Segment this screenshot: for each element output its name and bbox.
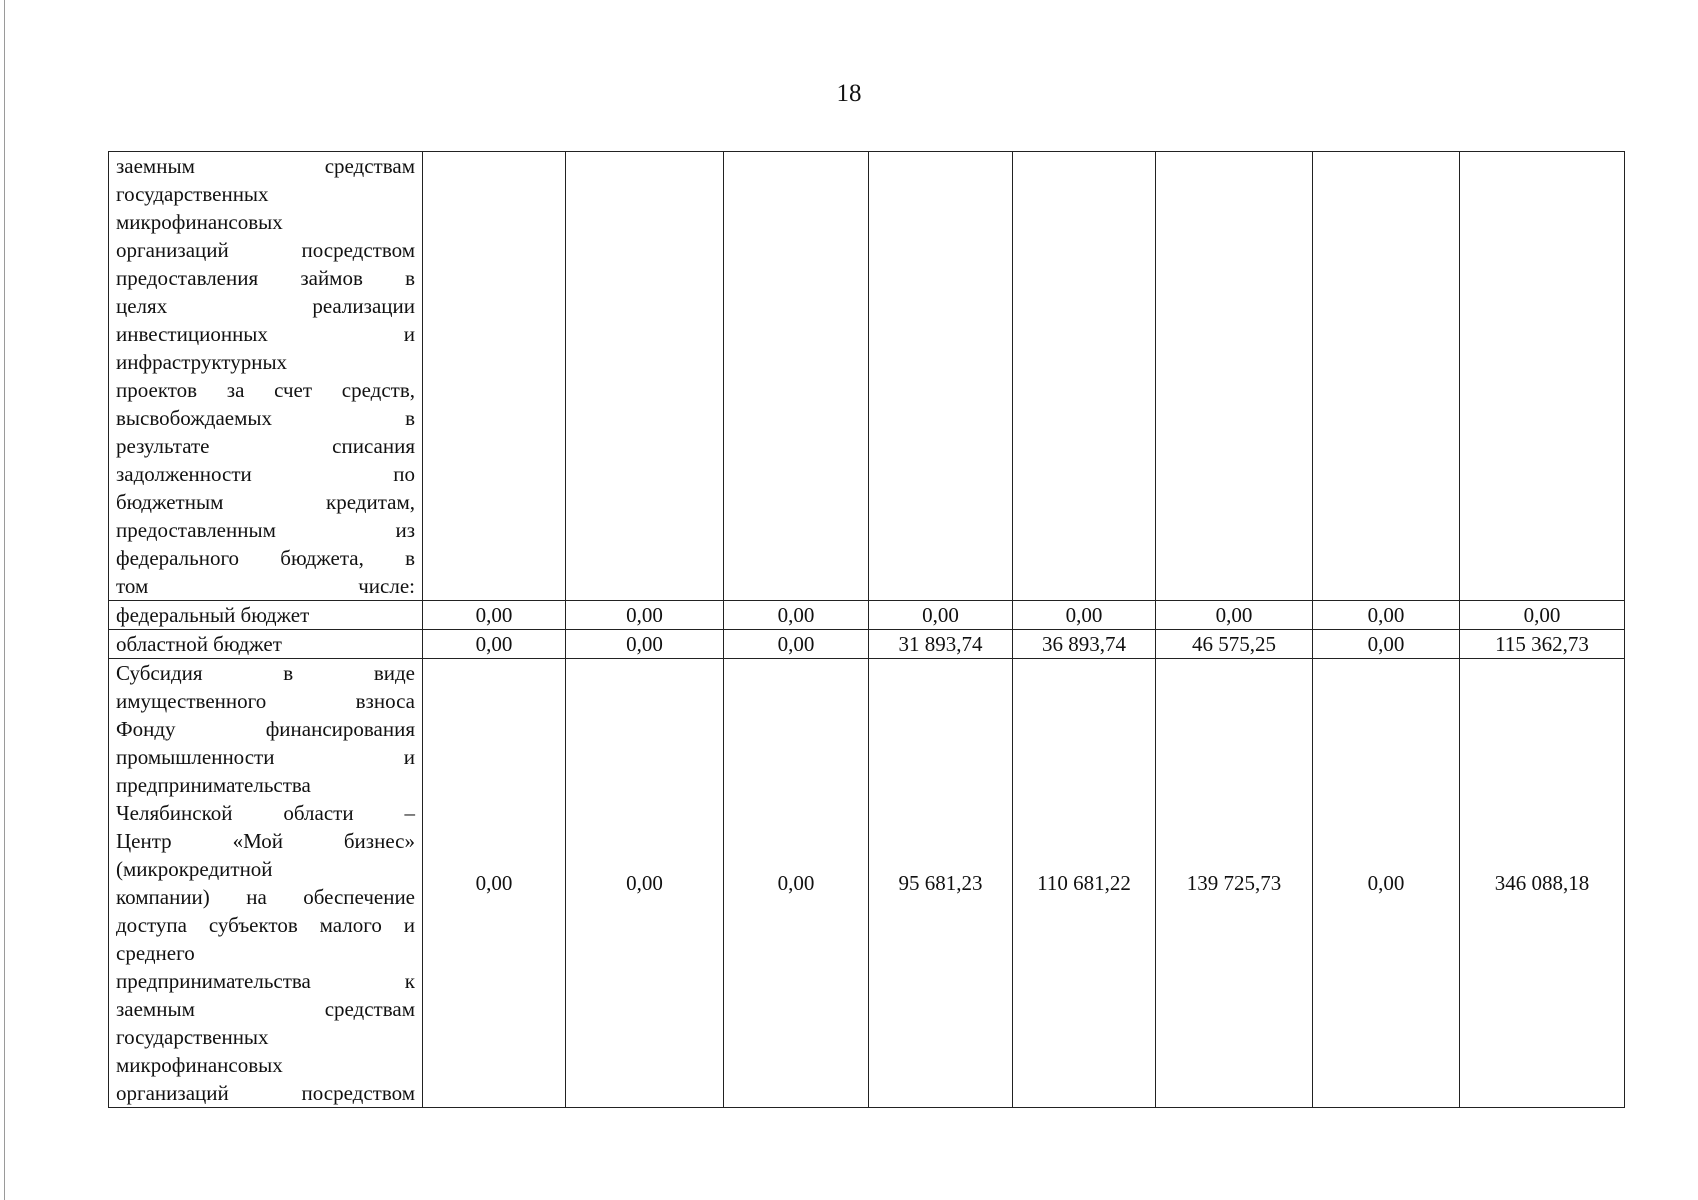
row-label-line: Фонду финансирования	[116, 717, 415, 741]
value-cell-col-1: 0,00	[423, 601, 566, 630]
value-cell-col-2	[566, 152, 724, 601]
value-cell-col-2: 0,00	[566, 659, 724, 1108]
table-row	[109, 659, 1625, 1108]
row-label-cell	[109, 630, 423, 659]
value-cell-col-4: 0,00	[869, 601, 1013, 630]
value-cell-col-2: 0,00	[566, 630, 724, 659]
value-cell-col-6: 46 575,25	[1156, 630, 1313, 659]
value-cell-col-8: 115 362,73	[1460, 630, 1625, 659]
row-label-line: том числе:	[116, 574, 415, 598]
row-label-line: организаций посредством	[116, 238, 415, 262]
row-label-line: инвестиционных и	[116, 322, 415, 346]
row-label-line: предоставления займов в	[116, 266, 415, 290]
row-label-line: федеральный бюджет	[116, 603, 310, 627]
table-row	[109, 601, 1625, 630]
value-cell-col-3: 0,00	[724, 601, 869, 630]
row-label-cell	[109, 152, 423, 601]
row-label-line: Центр «Мой бизнес»	[116, 829, 415, 853]
row-label-line: заемным средствам	[116, 154, 415, 178]
row-label-line: предпринимательства к	[116, 969, 415, 993]
page-number: 18	[836, 80, 862, 107]
row-label-line: государственных	[116, 182, 269, 206]
value-cell-col-2: 0,00	[566, 601, 724, 630]
value-cell-col-7: 0,00	[1313, 659, 1460, 1108]
row-label-line: среднего	[116, 941, 195, 965]
value-cell-col-6: 0,00	[1156, 601, 1313, 630]
row-label-line: предпринимательства	[116, 773, 311, 797]
value-cell-col-3: 0,00	[724, 659, 869, 1108]
value-cell-col-8	[1460, 152, 1625, 601]
value-cell-col-7: 0,00	[1313, 630, 1460, 659]
row-label-cell	[109, 659, 423, 1108]
row-label-line: бюджетным кредитам,	[116, 490, 415, 514]
row-label-line: задолженности по	[116, 462, 415, 486]
row-label-line: (микрокредитной	[116, 857, 273, 881]
row-label-line: микрофинансовых	[116, 1053, 283, 1077]
value-cell-col-7: 0,00	[1313, 601, 1460, 630]
value-cell-col-6: 139 725,73	[1156, 659, 1313, 1108]
row-label-line: Субсидия в виде	[116, 661, 415, 685]
row-label-line: высвобождаемых в	[116, 406, 415, 430]
row-label-line: микрофинансовых	[116, 210, 283, 234]
budget-table	[108, 151, 1625, 1108]
value-cell-col-7	[1313, 152, 1460, 601]
page-edge-line	[4, 0, 5, 1200]
value-cell-col-6	[1156, 152, 1313, 601]
table-row	[109, 630, 1625, 659]
value-cell-col-4: 31 893,74	[869, 630, 1013, 659]
row-label-line: областной бюджет	[116, 632, 282, 656]
value-cell-col-1: 0,00	[423, 659, 566, 1108]
value-cell-col-4	[869, 152, 1013, 601]
row-label-cell	[109, 601, 423, 630]
row-label-line: заемным средствам	[116, 997, 415, 1021]
value-cell-col-5: 110 681,22	[1013, 659, 1156, 1108]
value-cell-col-1	[423, 152, 566, 601]
row-label-line: проектов за счет средств,	[116, 378, 415, 402]
value-cell-col-8: 346 088,18	[1460, 659, 1625, 1108]
value-cell-col-4: 95 681,23	[869, 659, 1013, 1108]
value-cell-col-3	[724, 152, 869, 601]
budget-table-body	[109, 152, 1625, 1108]
value-cell-col-3: 0,00	[724, 630, 869, 659]
row-label-line: имущественного взноса	[116, 689, 415, 713]
row-label-line: инфраструктурных	[116, 350, 288, 374]
row-label-line: доступа субъектов малого и	[116, 913, 415, 937]
value-cell-col-1: 0,00	[423, 630, 566, 659]
row-label-line: организаций посредством	[116, 1081, 415, 1105]
row-label-line: компании) на обеспечение	[116, 885, 415, 909]
value-cell-col-5: 36 893,74	[1013, 630, 1156, 659]
row-label-line: предоставленным из	[116, 518, 415, 542]
value-cell-col-8: 0,00	[1460, 601, 1625, 630]
row-label-line: результате списания	[116, 434, 415, 458]
row-label-line: Челябинской области –	[116, 801, 415, 825]
table-row	[109, 152, 1625, 601]
row-label-line: промышленности и	[116, 745, 415, 769]
row-label-line: федерального бюджета, в	[116, 546, 415, 570]
value-cell-col-5: 0,00	[1013, 601, 1156, 630]
row-label-line: государственных	[116, 1025, 269, 1049]
row-label-line: целях реализации	[116, 294, 415, 318]
value-cell-col-5	[1013, 152, 1156, 601]
